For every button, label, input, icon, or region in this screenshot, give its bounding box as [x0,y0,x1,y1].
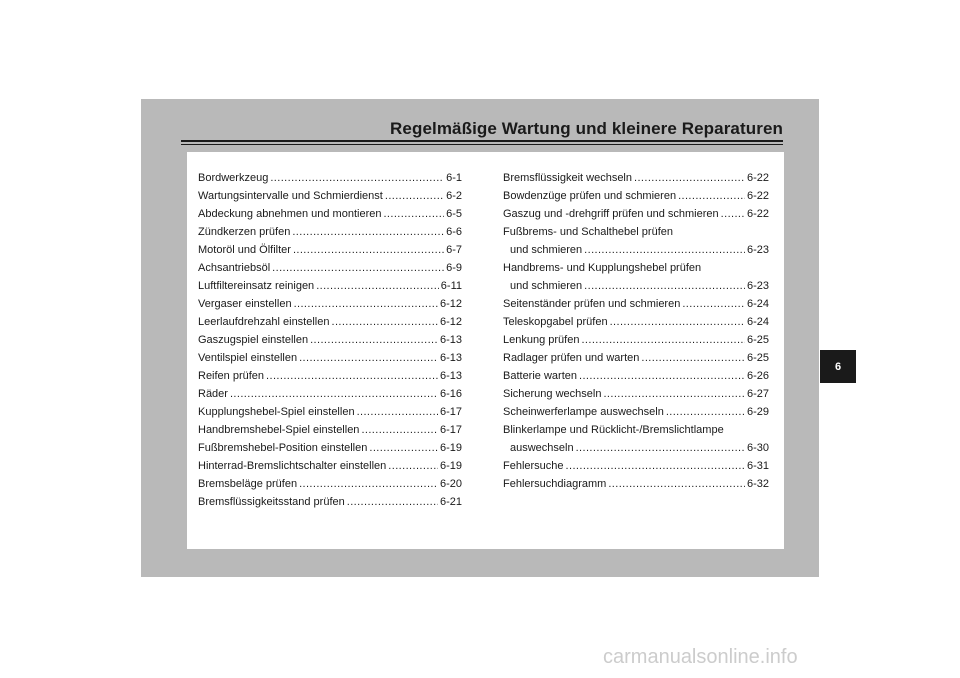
toc-entry[interactable] [503,439,769,457]
toc-entry-title: Bremsbeläge prüfen [198,478,298,490]
toc-leader-dots [603,385,745,403]
toc-entry-title: Handbremshebel-Spiel einstellen [198,424,360,436]
toc-leader-dots [388,457,438,475]
toc-entry-page: 6-22 [746,190,769,202]
toc-entry[interactable] [198,331,462,349]
toc-leader-dots [608,475,745,493]
toc-entry-title: Ventilspiel einstellen [198,352,298,364]
toc-leader-dots [610,313,745,331]
toc-entry-title: Fußbrems- und Schalthebel prüfen [503,226,673,238]
toc-entry-page: 6-31 [746,460,769,472]
toc-entry-page: 6-22 [746,172,769,184]
toc-entry[interactable] [198,493,462,511]
toc-entry[interactable] [503,403,769,421]
toc-entry-title: Scheinwerferlampe auswechseln [503,406,664,418]
toc-leader-dots [579,367,745,385]
toc-entry[interactable] [503,277,769,295]
toc-entry[interactable] [503,169,769,187]
toc-entry[interactable] [198,205,462,223]
toc-entry-title: Radlager prüfen und warten [503,352,640,364]
toc-entry-title: Achsantriebsöl [198,262,271,274]
page-title: Regelmäßige Wartung und kleinere Reparaturen [390,119,783,138]
toc-entry[interactable] [198,295,462,313]
toc-column-right [503,169,769,493]
toc-entry-page: 6-29 [746,406,769,418]
toc-entry-title: Gaszugspiel einstellen [198,334,309,346]
toc-leader-dots [299,475,438,493]
toc-entry[interactable] [198,439,462,457]
toc-entry-title: Zündkerzen prüfen [198,226,291,238]
toc-entry-title: Teleskopgabel prüfen [503,316,608,328]
toc-entry[interactable] [503,313,769,331]
toc-entry-page: 6-11 [440,280,462,292]
toc-entry[interactable] [503,349,769,367]
toc-entry-page: 6-2 [446,190,462,202]
toc-leader-dots [678,187,745,205]
toc-panel [187,152,784,549]
toc-entry-title: Abdeckung abnehmen und montieren [198,208,382,220]
toc-entry[interactable] [503,295,769,313]
toc-entry-page: 6-12 [439,298,462,310]
toc-entry[interactable] [198,367,462,385]
toc-entry-title-continued: und schmieren [510,280,583,292]
toc-leader-dots [383,205,444,223]
toc-leader-dots [634,169,745,187]
toc-leader-dots [584,241,745,259]
toc-leader-dots [385,187,444,205]
toc-entry-page: 6-27 [746,388,769,400]
toc-entry-page: 6-23 [746,280,769,292]
toc-leader-dots [369,439,438,457]
toc-entry-title: Räder [198,388,228,400]
toc-entry-page: 6-26 [746,370,769,382]
toc-entry-title: Hinterrad-Bremslichtschalter einstellen [198,460,387,472]
toc-entry-title: Handbrems- und Kupplungshebel prüfen [503,262,702,274]
toc-entry-page: 6-24 [746,316,769,328]
toc-entry-title: Sicherung wechseln [503,388,602,400]
toc-entry[interactable] [503,331,769,349]
toc-entry-page: 6-9 [446,262,462,274]
toc-entry[interactable] [198,313,462,331]
toc-leader-dots [584,277,745,295]
toc-entry[interactable] [503,385,769,403]
toc-entry[interactable] [503,457,769,475]
toc-entry-page: 6-7 [446,244,462,256]
toc-leader-dots [666,403,745,421]
toc-entry[interactable] [198,475,462,493]
toc-leader-dots [581,331,745,349]
toc-entry[interactable] [198,169,462,187]
toc-entry-title-continued: auswechseln [510,442,574,454]
toc-entry-page: 6-12 [439,316,462,328]
toc-entry[interactable] [503,205,769,223]
toc-entry-title: Bremsflüssigkeitsstand prüfen [198,496,345,508]
toc-leader-dots [272,259,444,277]
toc-entry-page: 6-17 [439,406,462,418]
toc-entry[interactable] [198,349,462,367]
toc-entry-page: 6-25 [746,352,769,364]
toc-entry[interactable] [198,421,462,439]
toc-entry-title: Motoröl und Ölfilter [198,244,291,256]
chapter-tab[interactable]: 6 [820,350,856,383]
toc-entry[interactable] [198,457,462,475]
toc-leader-dots [299,349,438,367]
toc-entry-title: Vergaser einstellen [198,298,292,310]
toc-leader-dots [292,223,444,241]
toc-entry-page: 6-32 [746,478,769,490]
toc-entry-title: Seitenständer prüfen und schmieren [503,298,681,310]
toc-entry-title: Fehlersuche [503,460,564,472]
manual-page [141,99,819,577]
toc-entry[interactable] [198,223,462,241]
toc-entry-page: 6-19 [439,442,462,454]
toc-leader-dots [331,313,437,331]
toc-entry[interactable] [198,403,462,421]
toc-leader-dots [294,295,438,313]
toc-entry-page: 6-24 [746,298,769,310]
toc-entry-page: 6-21 [439,496,462,508]
toc-leader-dots [293,241,444,259]
toc-leader-dots [576,439,745,457]
toc-entry-title: Luftfiltereinsatz reinigen [198,280,315,292]
header-rule-thin [181,144,783,145]
toc-leader-dots [270,169,444,187]
toc-entry-title: Wartungsintervalle und Schmierdienst [198,190,383,202]
toc-entry[interactable] [198,385,462,403]
toc-leader-dots [361,421,438,439]
toc-entry-page: 6-20 [439,478,462,490]
toc-entry-page: 6-13 [439,334,462,346]
toc-entry[interactable] [503,475,769,493]
watermark-text: carmanualsonline.info [603,646,798,668]
toc-entry-page: 6-30 [746,442,769,454]
toc-entry-page: 6-13 [439,370,462,382]
toc-entry[interactable] [503,367,769,385]
toc-entry-title: Bowdenzüge prüfen und schmieren [503,190,677,202]
toc-entry-page: 6-23 [746,244,769,256]
toc-entry-title: Batterie warten [503,370,577,382]
toc-entry-title: Bremsflüssigkeit wechseln [503,172,632,184]
toc-leader-dots [357,403,438,421]
toc-entry[interactable] [503,241,769,259]
toc-entry-title: Reifen prüfen [198,370,265,382]
toc-entry[interactable] [198,259,462,277]
toc-entry-page: 6-6 [446,226,462,238]
toc-entry-title: Bordwerkzeug [198,172,269,184]
toc-column-left [198,169,462,511]
toc-entry-page: 6-19 [439,460,462,472]
toc-entry[interactable] [198,187,462,205]
toc-entry-title: Blinkerlampe und Rücklicht-/Bremslichtlampe [503,424,724,436]
toc-leader-dots [230,385,438,403]
toc-entry-page: 6-16 [439,388,462,400]
toc-entry-page: 6-22 [746,208,769,220]
toc-leader-dots [682,295,745,313]
toc-leader-dots [266,367,438,385]
toc-entry-title: Leerlaufdrehzahl einstellen [198,316,330,328]
toc-entry-title-continued: und schmieren [510,244,583,256]
toc-leader-dots [310,331,438,349]
toc-entry-page: 6-13 [439,352,462,364]
toc-entry-title: Gaszug und -drehgriff prüfen und schmieren [503,208,719,220]
toc-entry-title: Lenkung prüfen [503,334,580,346]
toc-entry[interactable] [198,277,462,295]
toc-entry-title: Kupplungshebel-Spiel einstellen [198,406,355,418]
toc-leader-dots [566,457,745,475]
header-rule [181,140,783,142]
toc-entry[interactable] [198,241,462,259]
toc-entry-title: Fehlersuchdiagramm [503,478,607,490]
toc-leader-dots [347,493,438,511]
toc-entry-title: Fußbremshebel-Position einstellen [198,442,368,454]
toc-entry-page: 6-1 [446,172,462,184]
toc-leader-dots [721,205,745,223]
toc-leader-dots [641,349,745,367]
toc-entry-page: 6-5 [446,208,462,220]
toc-leader-dots [316,277,439,295]
toc-entry-page: 6-17 [439,424,462,436]
toc-entry-page: 6-25 [746,334,769,346]
toc-entry[interactable] [503,187,769,205]
